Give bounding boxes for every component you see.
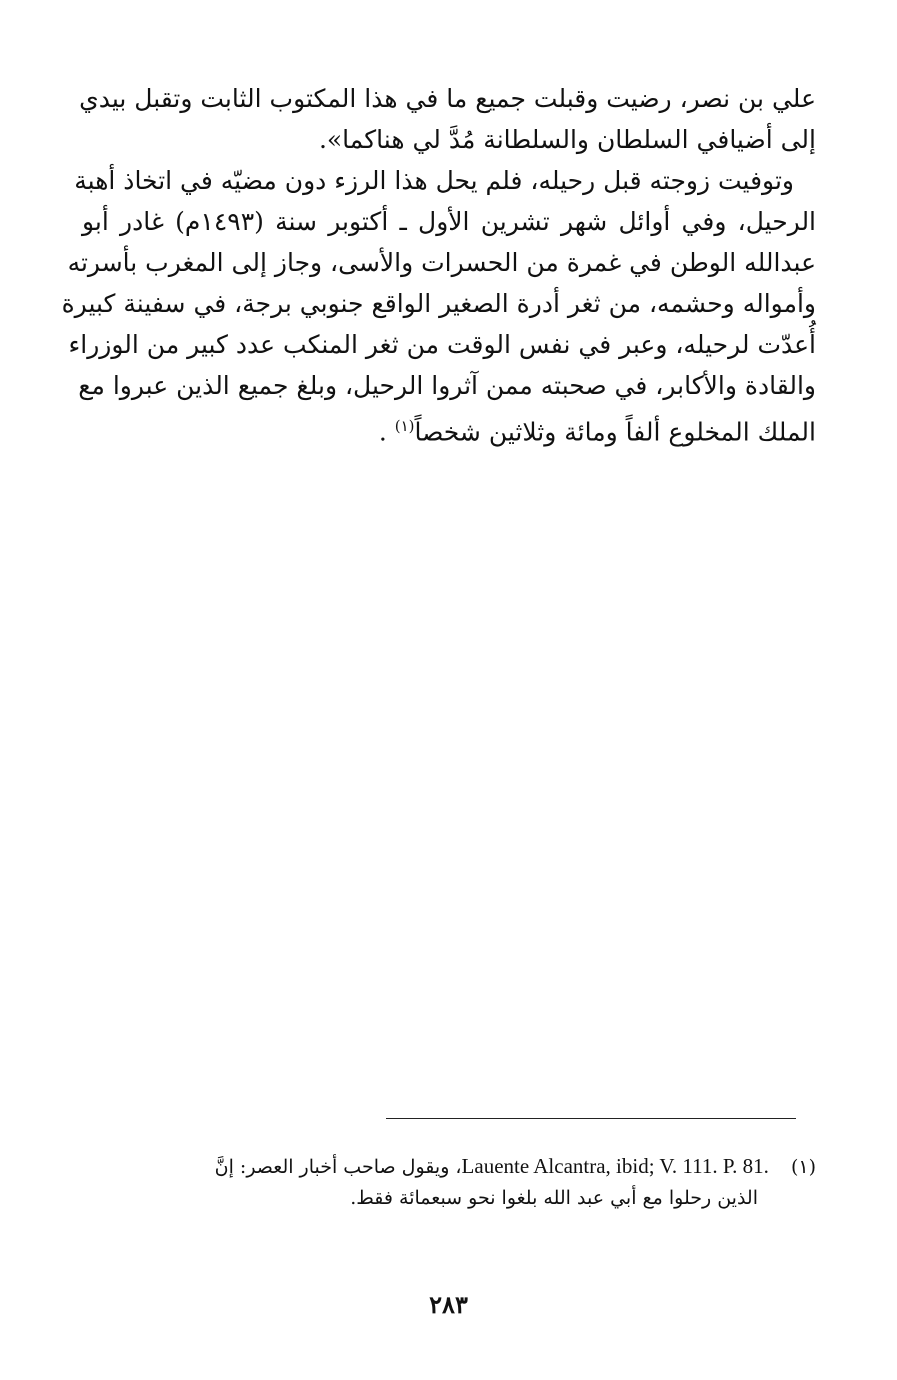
text-line-4: الرحيل، وفي أوائل شهر تشرين الأول ـ أكتوبر سنة (١٤٩٣م) غادر أبو [82,207,817,236]
text-line-7: أُعدّت لرحيله، وعبر في نفس الوقت من ثغر المنكب عدد كبير من الوزراء [68,330,816,359]
last-line-text: الملك المخلوع ألفاً ومائة وثلاثين شخصاً [414,417,816,447]
footnote-line-2: الذين رحلوا مع أبي عبد الله بلغوا نحو سبعمائة فقط. [350,1187,758,1209]
text-line-2: إلى أضيافي السلطان والسلطانة مُدَّ لي هناكما». [318,125,816,154]
footnote-line-1 [150,1150,816,1182]
page-number: ٢٨٣ [429,1290,468,1319]
final-punctuation: . [378,417,387,447]
text-line-5: عبدالله الوطن في غمرة من الحسرات والأسى، وجاز إلى المغرب بأسرته [67,248,816,277]
footnote-reference: (١) [394,417,415,435]
footnote [150,1150,816,1214]
text-line-1: علي بن نصر، رضيت وقبلت جميع ما في هذا المكتوب الثابت وتقبل بيدي [79,84,816,113]
main-text [61,78,817,447]
footnote-arabic-text: ، ويقول صاحب أخبار العصر: إنَّ [214,1156,462,1178]
footnote-separator [386,1118,796,1119]
text-line-3: وتوفيت زوجته قبل رحيله، فلم يحل هذا الرزء دون مضيّه في اتخاذ أهبة [74,166,794,195]
footnote-marker: (١) [790,1156,816,1178]
footnote-latin-reference: Lauente Alcantra, ibid; V. 111. P. 81. [461,1154,769,1178]
text-line-9 [82,406,816,447]
text-line-6: وأمواله وحشمه، من ثغر أدرة الصغير الواقع جنوبي برجة، في سفينة كبيرة [61,289,816,318]
text-line-8: والقادة والأكابر، في صحبته ممن آثروا الرحيل، وبلغ جميع الذين عبروا مع [78,371,816,400]
